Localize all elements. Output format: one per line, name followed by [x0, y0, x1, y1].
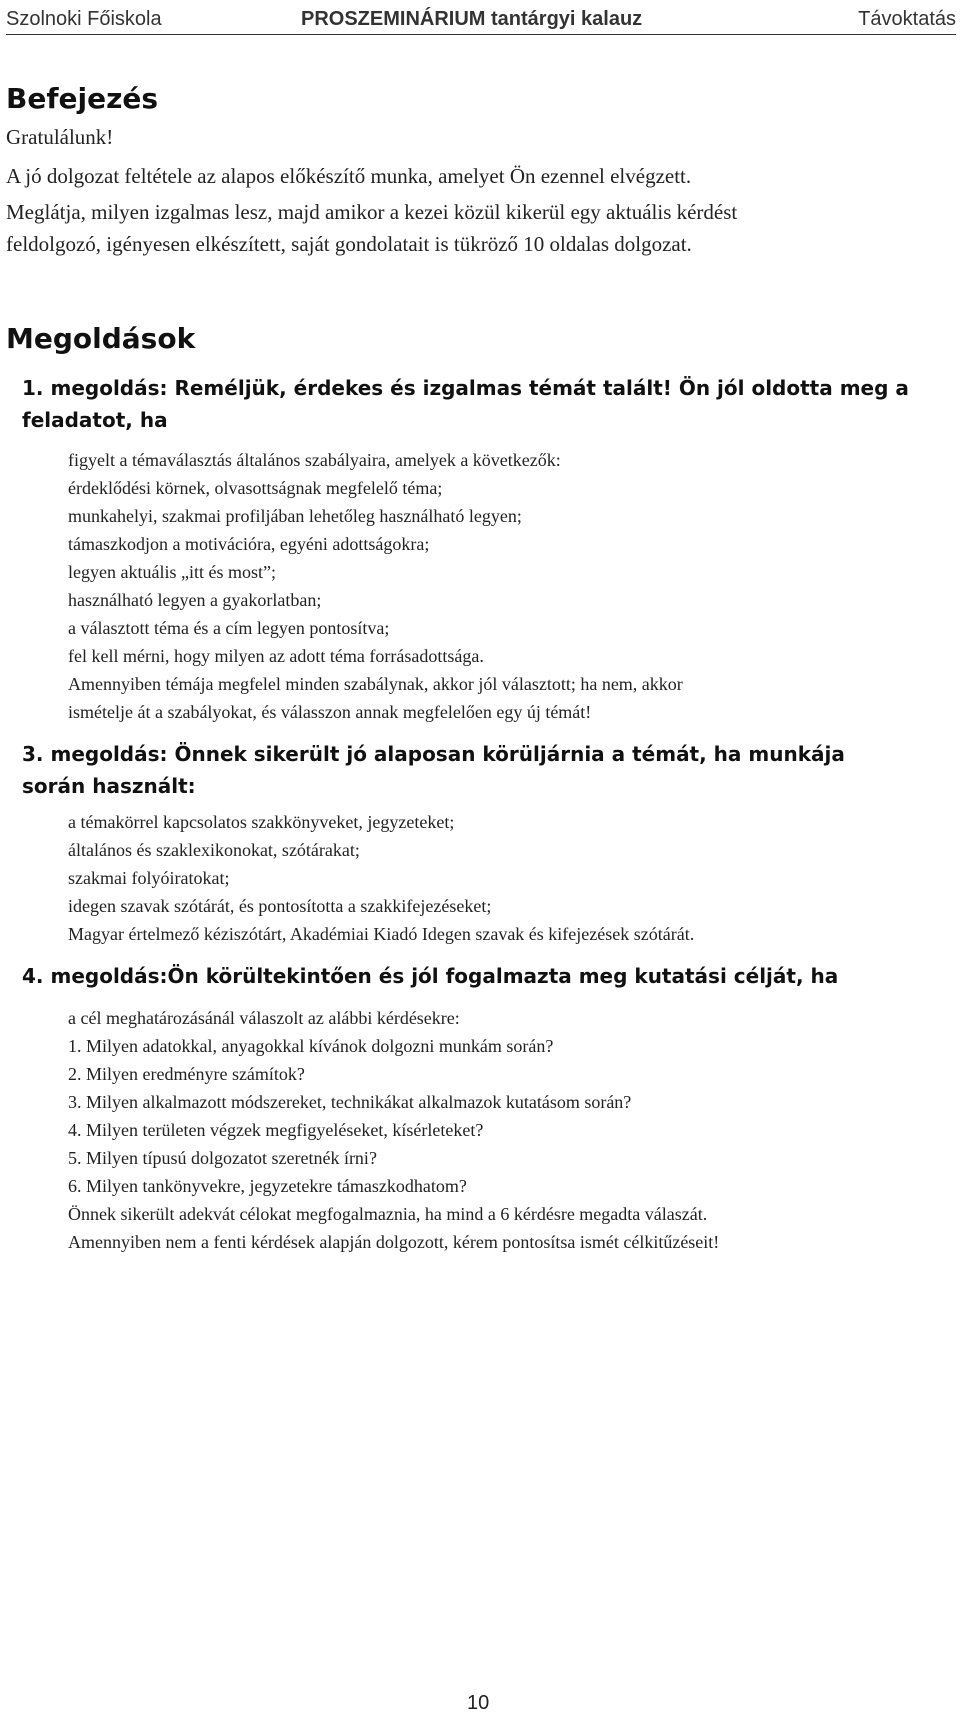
list-item: 3. Milyen alkalmazott módszereket, technikákat alkalmazok kutatásom során? — [68, 1092, 632, 1112]
list-item: általános és szaklexikonokat, szótárakat; — [68, 840, 360, 860]
list-item: ismételje át a szabályokat, és válasszon annak megfelelően egy új témát! — [68, 702, 592, 722]
list-item: szakmai folyóiratokat; — [68, 868, 230, 888]
list-item: figyelt a témaválasztás általános szabályaira, amelyek a következők: — [68, 450, 561, 470]
list-item: 4. Milyen területen végzek megfigyeléseket, kísérleteket? — [68, 1120, 484, 1140]
list-item: a témakörrel kapcsolatos szakkönyveket, jegyzeteket; — [68, 812, 455, 832]
solution-4-heading — [22, 960, 957, 992]
finish-line-4: feldolgozó, igényesen elkészített, saját gondolatait is tükröző 10 oldalas dolgozat. — [6, 232, 692, 256]
list-item: érdeklődési körnek, olvasottságnak megfelelő téma; — [68, 478, 443, 498]
solution-1-heading-line-2: feladatot, ha — [22, 408, 168, 432]
header-institution: Szolnoki Főiskola — [6, 8, 162, 30]
list-item: munkahelyi, szakmai profiljában lehetőleg használható legyen; — [68, 506, 522, 526]
list-item: Amennyiben témája megfelel minden szabálynak, akkor jól választott; ha nem, akkor — [68, 674, 683, 694]
list-item: használható legyen a gyakorlatban; — [68, 590, 322, 610]
list-item: a választott téma és a cím legyen pontosítva; — [68, 618, 390, 638]
header-course-title: PROSZEMINÁRIUM tantárgyi kalauz — [301, 8, 643, 30]
list-item: 5. Milyen típusú dolgozatot szeretnék írni? — [68, 1148, 377, 1168]
solution-4-heading-line-1: 4. megoldás:Ön körültekintően és jól fogalmazta meg kutatási célját, ha — [22, 964, 839, 988]
finish-line-1: Gratulálunk! — [6, 125, 114, 149]
header-mode: Távoktatás — [858, 8, 956, 30]
finish-line-3: Meglátja, milyen izgalmas lesz, majd amikor a kezei közül kikerül egy aktuális kérdést — [6, 200, 738, 224]
heading-solutions: Megoldások — [6, 322, 196, 355]
page-header — [6, 4, 956, 35]
list-item: 1. Milyen adatokkal, anyagokkal kívánok dolgozni munkám során? — [68, 1036, 554, 1056]
solution-4-list — [68, 1004, 958, 1256]
solution-3-heading-line-2: során használt: — [22, 774, 196, 798]
solution-3-heading-line-1: 3. megoldás: Önnek sikerült jó alaposan körüljárnia a témát, ha munkája — [22, 742, 845, 766]
list-item: 2. Milyen eredményre számítok? — [68, 1064, 305, 1084]
solution-1-list — [68, 446, 958, 726]
list-item: idegen szavak szótárát, és pontosította a szakkifejezéseket; — [68, 896, 492, 916]
list-item: Önnek sikerült adekvát célokat megfogalmaznia, ha mind a 6 kérdésre megadta válaszát. — [68, 1204, 708, 1224]
solution-1-heading-line-1: 1. megoldás: Reméljük, érdekes és izgalmas témát talált! Ön jól oldotta meg a — [22, 376, 909, 400]
solution-3-heading — [22, 738, 957, 802]
list-item: Magyar értelmező kéziszótárt, Akadémiai Kiadó Idegen szavak és kifejezések szótárát. — [68, 924, 695, 944]
solution-1-heading — [22, 372, 957, 436]
page-number: 10 — [467, 1692, 490, 1714]
finish-line-2: A jó dolgozat feltétele az alapos előkészítő munka, amelyet Ön ezennel elvégzett. — [6, 164, 692, 188]
list-item: fel kell mérni, hogy milyen az adott téma forrásadottsága. — [68, 646, 484, 666]
solution-3-list — [68, 808, 958, 948]
list-item: Amennyiben nem a fenti kérdések alapján dolgozott, kérem pontosítsa ismét célkitűzéseit! — [68, 1232, 720, 1252]
list-item: a cél meghatározásánál válaszolt az alábbi kérdésekre: — [68, 1008, 460, 1028]
list-item: legyen aktuális „itt és most”; — [68, 562, 276, 582]
heading-finish: Befejezés — [6, 82, 159, 115]
list-item: támaszkodjon a motivációra, egyéni adottságokra; — [68, 534, 430, 554]
list-item: 6. Milyen tankönyvekre, jegyzetekre támaszkodhatom? — [68, 1176, 467, 1196]
